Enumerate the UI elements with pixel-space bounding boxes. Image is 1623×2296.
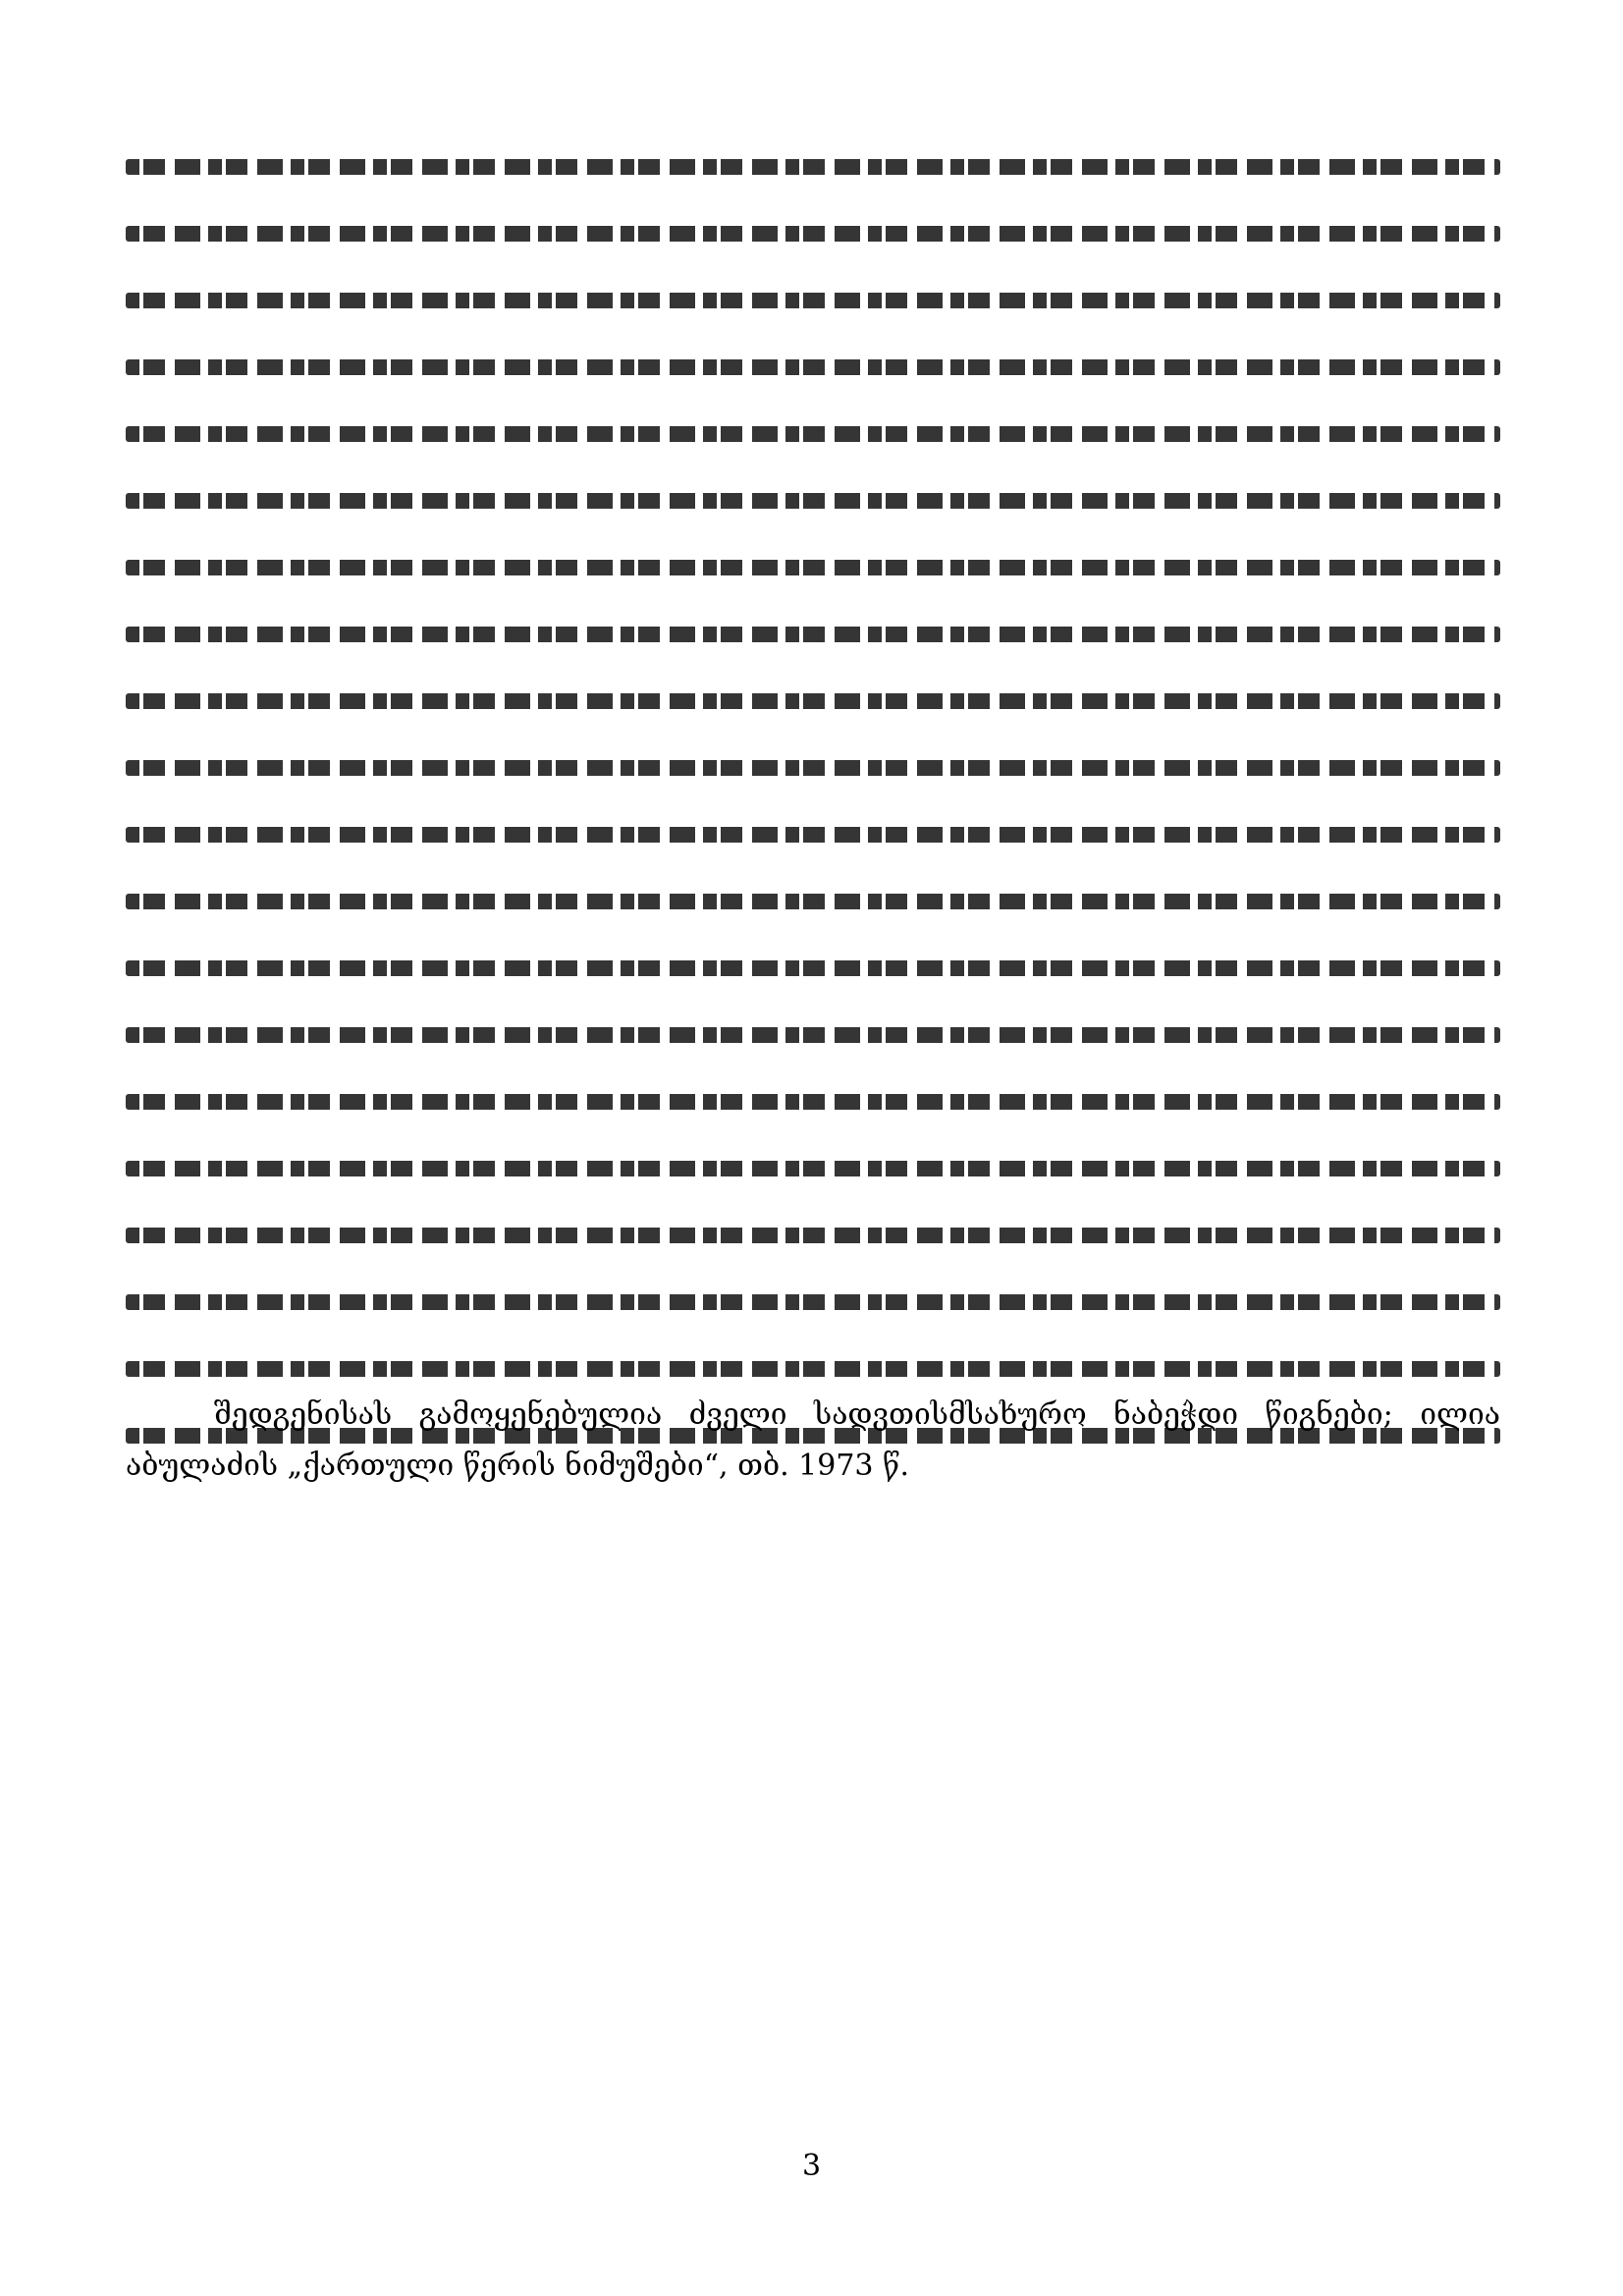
entry-line	[126, 1273, 1500, 1326]
untranscribed-script-text	[126, 827, 1500, 843]
entry-12	[126, 1339, 1500, 1393]
entry-line	[126, 405, 1500, 458]
untranscribed-script-text	[126, 1161, 1500, 1176]
entry-line	[126, 204, 1500, 257]
entry-line	[126, 939, 1500, 992]
untranscribed-script-text	[126, 1027, 1500, 1043]
untranscribed-script-text	[126, 493, 1500, 509]
entry-3	[126, 538, 1500, 658]
untranscribed-script-text	[126, 560, 1500, 575]
entry-11	[126, 1273, 1500, 1326]
untranscribed-script-text	[126, 159, 1500, 175]
untranscribed-script-text	[126, 627, 1500, 642]
entry-line	[126, 1072, 1500, 1125]
entry-4	[126, 672, 1500, 725]
entry-1	[126, 137, 1500, 324]
entry-2	[126, 338, 1500, 524]
page-number: 3	[801, 2149, 822, 2183]
untranscribed-script-text	[126, 1094, 1500, 1110]
entry-line	[126, 338, 1500, 391]
untranscribed-script-text	[126, 1294, 1500, 1310]
abbreviation-list	[126, 137, 1500, 1459]
entry-5	[126, 738, 1500, 792]
entry-6	[126, 805, 1500, 858]
entry-8	[126, 939, 1500, 1125]
entry-10	[126, 1206, 1500, 1259]
entry-line	[126, 872, 1500, 925]
entry-line	[126, 538, 1500, 591]
untranscribed-script-text	[126, 960, 1500, 976]
untranscribed-script-text	[126, 894, 1500, 909]
entry-line	[126, 805, 1500, 858]
entry-line	[126, 1206, 1500, 1259]
entry-line	[126, 738, 1500, 792]
entry-line	[126, 471, 1500, 524]
untranscribed-script-text	[126, 1361, 1500, 1377]
untranscribed-script-text	[126, 226, 1500, 242]
entry-line	[126, 137, 1500, 191]
entry-line	[126, 1139, 1500, 1192]
untranscribed-script-text	[126, 1228, 1500, 1243]
untranscribed-script-text	[126, 359, 1500, 375]
entry-9	[126, 1139, 1500, 1192]
entry-line	[126, 1006, 1500, 1059]
entry-line	[126, 1339, 1500, 1393]
untranscribed-script-text	[126, 426, 1500, 442]
untranscribed-script-text	[126, 760, 1500, 776]
untranscribed-script-text	[126, 293, 1500, 308]
entry-line	[126, 271, 1500, 324]
entry-7	[126, 872, 1500, 925]
entry-line	[126, 605, 1500, 658]
entry-line	[126, 672, 1500, 725]
untranscribed-script-text	[126, 693, 1500, 709]
sources-footnote: შედგენისას გამოყენებულია ძველი სადვთისმსახურო ნაბეჭდი წიგნები; ილია აბულაძის „ქართული წერის ნიმუშები“, თბ. 1973 წ.	[126, 1397, 1500, 1483]
